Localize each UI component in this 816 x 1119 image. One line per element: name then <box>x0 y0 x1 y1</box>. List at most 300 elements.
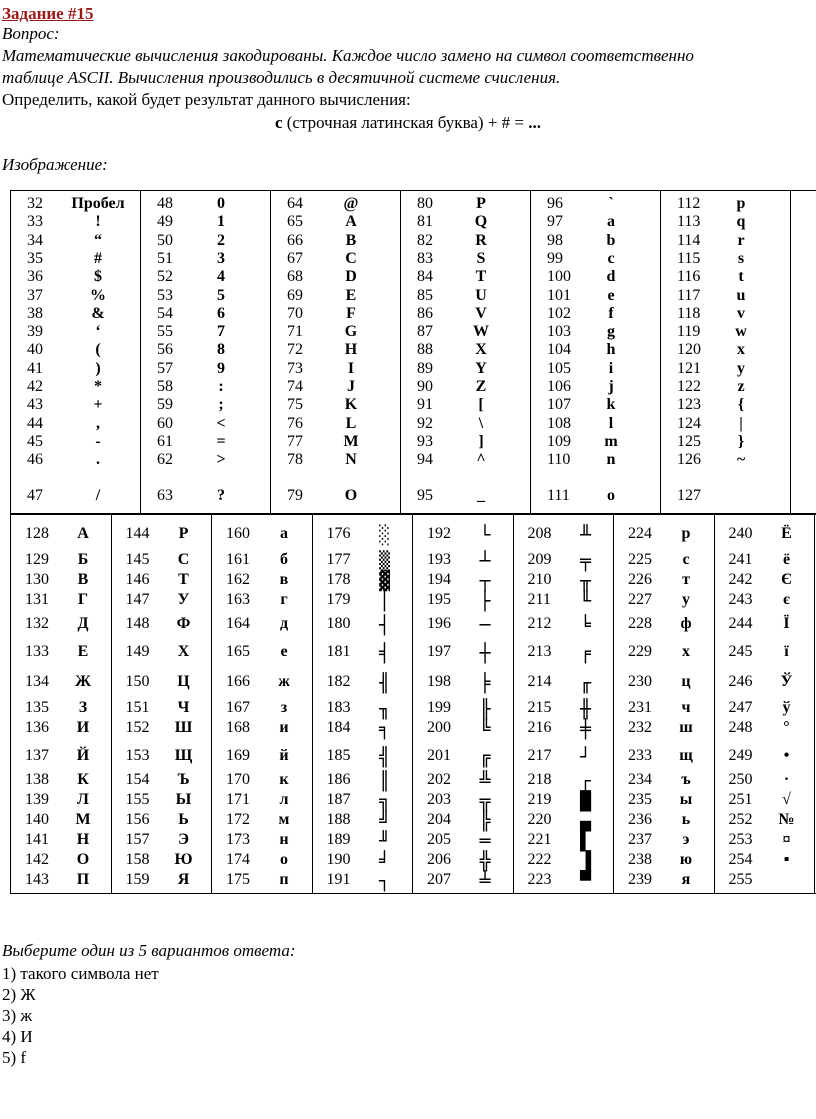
char-symbol: A <box>345 213 357 231</box>
char-code: 56 <box>157 341 173 359</box>
char-code: 222 <box>527 851 552 868</box>
char-code: 141 <box>25 831 49 848</box>
char-symbol: Ё <box>781 525 792 542</box>
char-code: 105 <box>547 359 571 377</box>
char-symbol: # <box>94 249 102 267</box>
char-code: 204 <box>427 811 451 828</box>
char-code: 67 <box>287 249 303 267</box>
char-code: 97 <box>547 213 563 231</box>
char-symbol: ъ <box>681 771 691 788</box>
char-symbol: v <box>737 304 745 322</box>
char-symbol: % <box>90 286 106 304</box>
char-code: 109 <box>547 432 571 450</box>
table-column <box>530 191 661 513</box>
char-symbol: ( <box>95 341 101 359</box>
char-symbol: L <box>345 414 357 432</box>
char-code: 78 <box>287 451 303 469</box>
char-symbol: П <box>76 871 90 888</box>
char-code: 143 <box>25 871 49 888</box>
char-symbol: Z <box>475 378 487 395</box>
char-symbol: I <box>347 359 355 377</box>
char-symbol: а <box>280 525 288 542</box>
char-symbol: c <box>607 249 615 267</box>
char-symbol: А <box>77 525 89 542</box>
char-code: 137 <box>25 747 49 764</box>
answer-option[interactable]: 1) такого символа нет <box>2 964 159 983</box>
answer-option[interactable]: 2) Ж <box>2 985 36 1004</box>
char-symbol: ╪ <box>580 719 591 740</box>
char-code: 80 <box>417 195 433 212</box>
char-symbol: M <box>343 432 359 450</box>
char-code: 121 <box>677 359 701 377</box>
char-symbol: o <box>607 487 615 504</box>
char-symbol: Б <box>77 551 89 568</box>
char-code: 39 <box>27 323 43 341</box>
char-symbol: “ <box>94 231 102 249</box>
char-symbol: 8 <box>217 341 225 359</box>
char-code: 130 <box>25 571 49 588</box>
char-symbol: У <box>177 591 190 608</box>
char-code: 118 <box>677 304 701 322</box>
char-code: 174 <box>226 851 250 868</box>
char-code: 43 <box>27 396 43 414</box>
char-symbol: ж <box>278 673 290 690</box>
char-symbol: · <box>783 771 790 788</box>
char-code: 241 <box>728 551 753 568</box>
char-symbol: Я <box>177 871 190 888</box>
char-symbol: л <box>279 791 289 808</box>
char-symbol: Ш <box>174 719 193 736</box>
char-symbol: 9 <box>217 359 225 377</box>
char-symbol: • <box>783 747 790 764</box>
char-code: 252 <box>728 811 753 828</box>
char-symbol: F <box>346 304 356 322</box>
char-symbol: ╥ <box>580 571 591 592</box>
char-symbol: d <box>606 268 616 286</box>
char-code: 159 <box>125 871 150 888</box>
char-symbol: D <box>345 268 357 286</box>
char-code: 160 <box>226 525 250 542</box>
char-code: 99 <box>547 249 563 267</box>
char-code: 200 <box>427 719 451 736</box>
char-code: 177 <box>326 551 351 568</box>
char-symbol: ¤ <box>782 831 791 848</box>
char-symbol: ц <box>681 673 691 690</box>
char-code: 93 <box>417 432 433 450</box>
char-symbol: 7 <box>217 323 225 341</box>
char-code: 38 <box>27 304 43 322</box>
char-symbol: g <box>607 323 615 341</box>
char-symbol: 4 <box>217 268 225 286</box>
char-symbol: ▓ <box>379 571 390 592</box>
extended-ascii-table <box>10 514 816 894</box>
char-symbol: > <box>216 451 226 469</box>
char-code: 220 <box>527 811 552 828</box>
char-code: 244 <box>728 615 753 632</box>
char-code: 40 <box>27 341 43 359</box>
char-symbol: ‘ <box>95 323 101 341</box>
char-symbol: д <box>279 615 289 632</box>
char-symbol: ╫ <box>580 699 591 720</box>
char-symbol: Л <box>77 791 89 808</box>
char-code: 108 <box>547 414 571 432</box>
char-symbol: ┐ <box>379 871 390 892</box>
char-code: 32 <box>27 195 43 212</box>
char-symbol: ╜ <box>379 831 390 852</box>
char-code: 248 <box>728 719 753 736</box>
char-symbol: @ <box>343 195 359 212</box>
char-symbol: Г <box>77 591 89 608</box>
char-symbol: V <box>475 304 487 322</box>
char-code: 122 <box>677 378 701 395</box>
table-column <box>714 515 816 893</box>
char-symbol: є <box>783 591 790 608</box>
char-code: 34 <box>27 231 43 249</box>
char-code: 214 <box>527 673 552 690</box>
char-symbol: Q <box>474 213 488 231</box>
char-code: 70 <box>287 304 303 322</box>
char-symbol: ─ <box>479 615 491 636</box>
char-symbol: B <box>345 231 357 249</box>
char-code: 85 <box>417 286 433 304</box>
char-symbol: ┘ <box>580 747 591 768</box>
char-symbol: ▌ <box>580 831 591 852</box>
char-symbol: , <box>96 414 100 432</box>
char-code: 79 <box>287 487 303 504</box>
char-code: 186 <box>326 771 351 788</box>
char-code: 37 <box>27 286 43 304</box>
char-symbol: м <box>278 811 290 828</box>
table-column <box>312 515 414 893</box>
char-code: 229 <box>628 643 652 660</box>
char-code: 94 <box>417 451 433 469</box>
char-code: 72 <box>287 341 303 359</box>
char-code: 162 <box>226 571 250 588</box>
char-code: 60 <box>157 414 173 432</box>
char-symbol: b <box>606 231 616 249</box>
char-code: 84 <box>417 268 433 286</box>
table-border <box>814 515 815 893</box>
answer-option[interactable]: 3) ж <box>2 1006 33 1025</box>
char-code: 45 <box>27 432 43 450</box>
char-symbol: Э <box>178 831 189 848</box>
char-code: 172 <box>226 811 250 828</box>
char-symbol: ┼ <box>479 643 491 664</box>
char-code: 171 <box>226 791 250 808</box>
char-code: 195 <box>427 591 451 608</box>
char-code: 91 <box>417 396 433 414</box>
char-code: 182 <box>326 673 351 690</box>
char-code: 190 <box>326 851 351 868</box>
char-code: 92 <box>417 414 433 432</box>
char-symbol: h <box>606 341 616 359</box>
char-code: 254 <box>728 851 753 868</box>
char-symbol: │ <box>379 591 390 612</box>
char-code: 206 <box>427 851 451 868</box>
char-symbol: f <box>608 304 614 322</box>
char-symbol: a <box>607 213 615 231</box>
char-symbol: } <box>737 432 745 450</box>
char-symbol: к <box>279 771 289 788</box>
char-symbol: √ <box>782 791 791 808</box>
char-symbol: ▄ <box>580 811 591 832</box>
char-code: 210 <box>527 571 552 588</box>
table-column <box>270 191 401 513</box>
char-symbol: ╨ <box>580 525 591 546</box>
char-code: 221 <box>527 831 552 848</box>
char-code: 62 <box>157 451 173 469</box>
char-symbol: 2 <box>217 231 225 249</box>
char-code: 212 <box>527 615 552 632</box>
char-code: 107 <box>547 396 571 414</box>
char-code: 235 <box>628 791 652 808</box>
char-code: 128 <box>25 525 49 542</box>
char-symbol: ў <box>782 699 791 716</box>
char-symbol: e <box>607 286 615 304</box>
char-symbol: Ъ <box>177 771 190 788</box>
char-symbol: ї <box>784 643 789 660</box>
char-symbol: ? <box>217 487 225 504</box>
char-code: 53 <box>157 286 173 304</box>
char-code: 135 <box>25 699 49 716</box>
char-code: 119 <box>677 323 701 341</box>
char-symbol: $ <box>94 268 102 286</box>
char-symbol: ┤ <box>379 615 390 636</box>
char-symbol: Ь <box>178 811 189 828</box>
char-symbol: Ю <box>174 851 193 868</box>
char-symbol: ═ <box>479 831 491 852</box>
char-symbol: ч <box>681 699 691 716</box>
char-code: 75 <box>287 396 303 414</box>
char-code: 239 <box>628 871 652 888</box>
char-symbol: ╓ <box>580 673 591 694</box>
table-column <box>140 191 271 513</box>
char-symbol: г <box>280 591 288 608</box>
char-symbol: Р <box>178 525 189 542</box>
char-code: 142 <box>25 851 49 868</box>
char-code: 161 <box>226 551 250 568</box>
char-symbol: ^ <box>476 451 486 469</box>
char-code: 148 <box>125 615 150 632</box>
char-symbol: { <box>737 396 745 414</box>
char-symbol: ╞ <box>479 673 491 694</box>
char-code: 49 <box>157 213 173 231</box>
char-symbol: ╦ <box>479 791 491 812</box>
char-symbol: щ <box>679 747 693 764</box>
char-code: 230 <box>628 673 652 690</box>
char-symbol: ╙ <box>580 591 591 612</box>
answer-option[interactable]: 5) f <box>2 1048 27 1067</box>
char-code: 124 <box>677 414 701 432</box>
char-code: 218 <box>527 771 552 788</box>
char-code: 104 <box>547 341 571 359</box>
char-code: 215 <box>527 699 552 716</box>
char-symbol: p <box>736 195 746 212</box>
char-code: 81 <box>417 213 433 231</box>
char-code: 110 <box>547 451 571 469</box>
char-code: 140 <box>25 811 49 828</box>
char-code: 163 <box>226 591 250 608</box>
char-code: 90 <box>417 378 433 395</box>
char-code: 201 <box>427 747 451 764</box>
char-symbol: ) <box>95 359 101 377</box>
char-symbol: ╚ <box>479 719 491 740</box>
char-symbol: k <box>606 396 616 414</box>
char-symbol: = <box>216 432 226 450</box>
char-symbol: 5 <box>217 286 225 304</box>
char-symbol: S <box>476 249 486 267</box>
char-code: 54 <box>157 304 173 322</box>
char-symbol: [ <box>478 396 484 414</box>
char-code: 181 <box>326 643 351 660</box>
char-code: 100 <box>547 268 571 286</box>
char-symbol: ├ <box>479 591 491 612</box>
char-code: 179 <box>326 591 351 608</box>
char-symbol: Є <box>781 571 792 588</box>
table-column <box>10 515 112 893</box>
char-symbol: w <box>735 323 747 341</box>
table-column <box>613 515 715 893</box>
char-code: 76 <box>287 414 303 432</box>
char-symbol: х <box>682 643 690 660</box>
char-symbol: ╛ <box>379 851 390 872</box>
char-code: 48 <box>157 195 173 212</box>
char-symbol: № <box>778 811 795 828</box>
table-column <box>10 191 141 513</box>
char-code: 243 <box>728 591 753 608</box>
char-code: 139 <box>25 791 49 808</box>
char-code: 173 <box>226 831 250 848</box>
char-code: 188 <box>326 811 351 828</box>
char-code: 232 <box>628 719 652 736</box>
char-symbol: т <box>682 571 690 588</box>
table-column <box>660 191 791 513</box>
char-symbol: j <box>608 378 614 395</box>
char-symbol: ╤ <box>580 551 591 572</box>
char-symbol: ] <box>478 432 484 450</box>
char-code: 189 <box>326 831 351 848</box>
char-code: 207 <box>427 871 451 888</box>
char-symbol: █ <box>580 791 591 812</box>
char-code: 96 <box>547 195 563 212</box>
char-symbol: ш <box>679 719 693 736</box>
char-symbol: И <box>76 719 90 736</box>
char-code: 59 <box>157 396 173 414</box>
table-column <box>513 515 615 893</box>
char-code: 71 <box>287 323 303 341</box>
char-code: 205 <box>427 831 451 848</box>
char-code: 64 <box>287 195 303 212</box>
char-code: 41 <box>27 359 43 377</box>
char-symbol: | <box>739 414 743 432</box>
char-code: 213 <box>527 643 552 660</box>
char-symbol: ╣ <box>379 747 390 768</box>
char-code: 44 <box>27 414 43 432</box>
char-code: 77 <box>287 432 303 450</box>
char-code: 147 <box>125 591 150 608</box>
char-code: 237 <box>628 831 652 848</box>
char-symbol: Ы <box>175 791 192 808</box>
char-code: 191 <box>326 871 351 888</box>
formula-rest: (строчная латинская буква) + # = <box>286 113 525 132</box>
char-symbol: x <box>737 341 745 359</box>
answer-option[interactable]: 4) И <box>2 1027 33 1046</box>
char-code: 113 <box>677 213 701 231</box>
char-code: 154 <box>125 771 150 788</box>
char-symbol: / <box>95 487 101 504</box>
char-code: 149 <box>125 643 150 660</box>
char-symbol: у <box>682 591 690 608</box>
char-code: 238 <box>628 851 652 868</box>
char-symbol: ╔ <box>479 747 491 768</box>
char-symbol: ф <box>680 615 692 632</box>
char-symbol: : <box>218 378 224 395</box>
char-symbol: Пробел <box>71 195 125 212</box>
char-code: 138 <box>25 771 49 788</box>
char-code: 216 <box>527 719 552 736</box>
char-code: 157 <box>125 831 150 848</box>
char-symbol: J <box>347 378 355 395</box>
char-code: 136 <box>25 719 49 736</box>
char-code: 242 <box>728 571 753 588</box>
char-symbol: ▒ <box>379 551 390 572</box>
table-border <box>790 191 791 513</box>
char-code: 153 <box>125 747 150 764</box>
char-symbol: Ї <box>783 615 790 632</box>
char-symbol: ║ <box>379 771 390 792</box>
char-symbol: К <box>77 771 89 788</box>
char-code: 203 <box>427 791 451 808</box>
char-code: 55 <box>157 323 173 341</box>
char-symbol: ╟ <box>479 699 491 720</box>
char-code: 240 <box>728 525 753 542</box>
char-symbol: Ц <box>177 673 190 690</box>
char-symbol: Й <box>76 747 90 764</box>
char-symbol: \ <box>478 414 484 432</box>
table-column <box>400 191 531 513</box>
char-code: 183 <box>326 699 351 716</box>
ascii-table <box>10 190 816 514</box>
char-symbol: ┌ <box>580 771 591 792</box>
char-symbol: n <box>606 451 616 469</box>
char-symbol: ` <box>608 195 614 212</box>
char-code: 158 <box>125 851 150 868</box>
char-code: 65 <box>287 213 303 231</box>
char-symbol: l <box>608 414 614 432</box>
char-symbol: m <box>604 432 618 450</box>
char-code: 249 <box>728 747 753 764</box>
char-code: 255 <box>728 871 753 888</box>
char-symbol: В <box>77 571 89 588</box>
char-code: 63 <box>157 487 173 504</box>
char-symbol: ; <box>218 396 224 414</box>
char-code: 167 <box>226 699 250 716</box>
char-symbol: ╬ <box>479 851 491 872</box>
char-code: 35 <box>27 249 43 267</box>
char-symbol: ▀ <box>580 871 591 892</box>
char-symbol: ╕ <box>379 719 390 740</box>
char-code: 169 <box>226 747 250 764</box>
description-line2: таблице ASCII. Вычисления производились в десятичной системе счисления. <box>2 68 561 87</box>
char-symbol: ы <box>679 791 693 808</box>
char-symbol: е <box>280 643 288 660</box>
char-code: 193 <box>427 551 451 568</box>
char-code: 202 <box>427 771 451 788</box>
char-code: 117 <box>677 286 701 304</box>
answers-prompt: Выберите один из 5 вариантов ответа: <box>2 941 296 960</box>
char-symbol: в <box>279 571 289 588</box>
char-symbol: э <box>682 831 690 848</box>
